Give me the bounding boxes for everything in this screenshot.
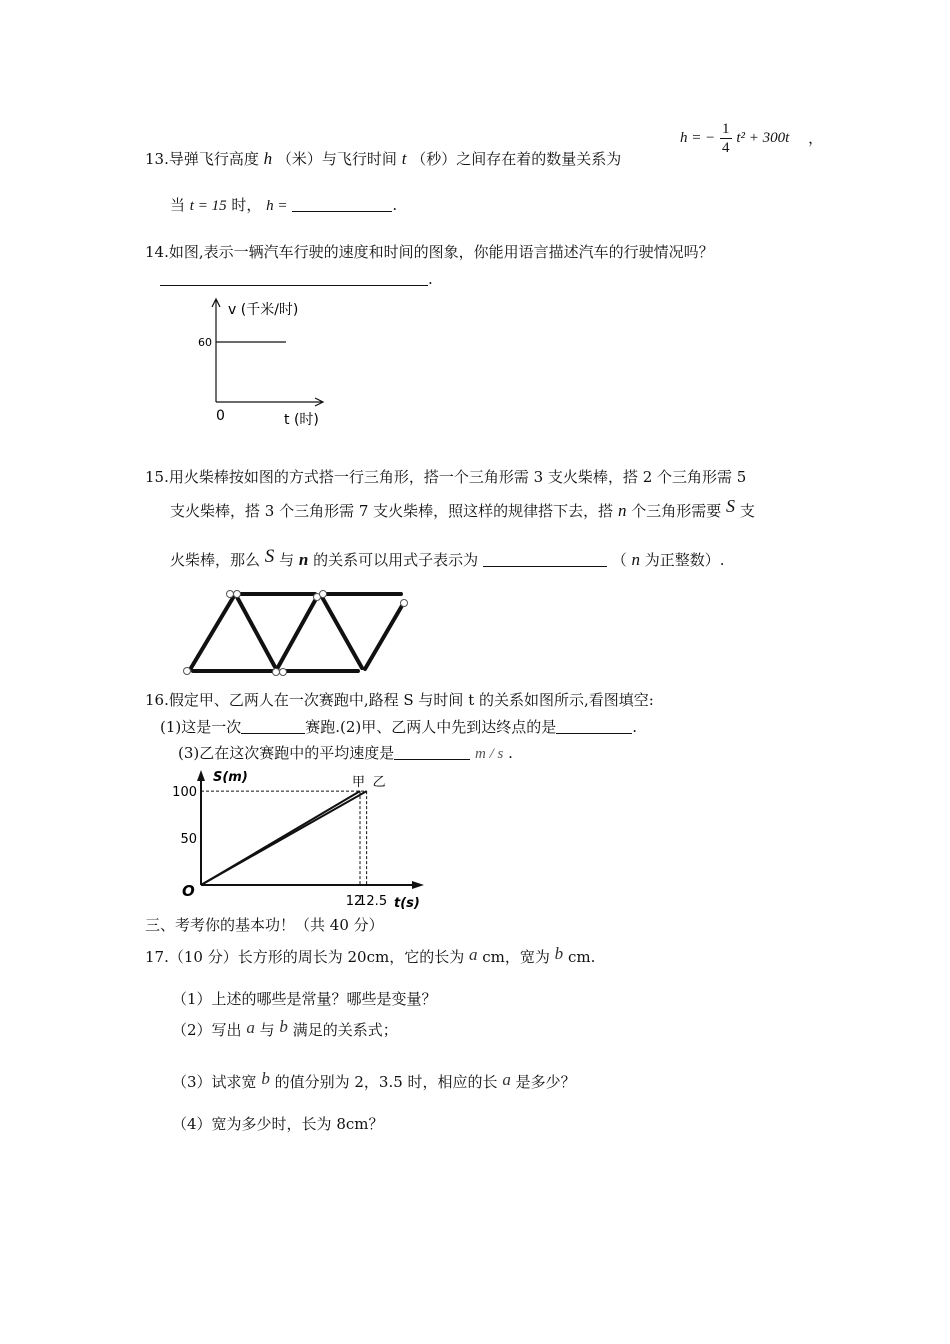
- q15-line3-e: 为正整数）.: [644, 551, 725, 569]
- q13-frac-num: 1: [722, 121, 730, 137]
- q17-sub2-var-a: a: [246, 1018, 255, 1037]
- q14-y-label: v (千米/时): [228, 302, 299, 318]
- q17-line1-a: 17.（10 分）长方形的周长为 20cm，它的长为: [145, 948, 465, 966]
- match-head-6: [184, 668, 191, 675]
- q16-blank-first[interactable]: [556, 719, 632, 734]
- q17-sub2-a: （2）写出: [172, 1021, 242, 1039]
- matchstick-1: [191, 596, 234, 668]
- q17-var-a: a: [468, 945, 478, 964]
- q17-sub2-b: 与: [259, 1021, 275, 1039]
- q17-sub3-var-b: b: [261, 1069, 270, 1088]
- q13-answer-blank[interactable]: [292, 197, 392, 212]
- q16-blank-speed[interactable]: [394, 745, 470, 760]
- race-x-label: t(s): [394, 896, 420, 910]
- race-y-arrow: [197, 770, 205, 781]
- q15-line3-a: 火柴棒，那么: [170, 551, 261, 569]
- q14-speed-graph: [180, 290, 360, 435]
- q16-race-chart: [168, 765, 438, 910]
- q17-sub4: （4）宽为多少时，长为 8cm？: [172, 1115, 384, 1133]
- q13-frac-den: 4: [722, 140, 730, 156]
- matchstick-7: [322, 597, 362, 668]
- matchstick-2: [237, 597, 275, 667]
- q16-line2-c: .: [632, 718, 638, 736]
- q15-line3-n: n: [298, 550, 309, 569]
- q15-line3-b: 与: [279, 551, 295, 569]
- q17-sub3-a: （3）试求宽: [172, 1073, 257, 1091]
- q17-sub3-var-a: a: [502, 1070, 511, 1089]
- match-head-5: [401, 600, 408, 607]
- q14-answer-end: .: [428, 270, 433, 288]
- q13-line2-a: 当: [170, 196, 186, 214]
- race-x-tick-12.5: 12.5: [358, 894, 388, 909]
- q15-line3-c: 的关系可以用式子表示为: [313, 551, 479, 569]
- q17-sub1: （1）上述的哪些是常量？哪些是变量？: [172, 990, 437, 1008]
- q13-var-h: h: [263, 149, 273, 168]
- q16-line2-b: 赛跑.(2)甲、乙两人中先到达终点的是: [305, 718, 557, 736]
- q15-answer-blank[interactable]: [483, 552, 607, 567]
- q13-formula-lhs: h = −: [680, 130, 716, 146]
- q13-formula-rhs: t² + 300t: [736, 130, 790, 146]
- q13-line1: [145, 150, 621, 167]
- q17-sub3: [172, 1070, 576, 1090]
- q16-line1: 16.假定甲、乙两人在一次赛跑中,路程 S 与时间 t 的关系如图所示,看图填空:: [145, 691, 654, 709]
- q14-answer-blank[interactable]: [160, 271, 428, 286]
- match-head-1: [227, 591, 234, 598]
- q17-line1-b: cm，宽为: [482, 948, 550, 966]
- q15-line3-S: S: [264, 546, 275, 567]
- q13-line2: [170, 197, 397, 214]
- matchstick-9: [365, 604, 403, 669]
- q14-origin: 0: [216, 408, 225, 424]
- q13-line2-b: 时，: [231, 196, 262, 214]
- q13-var-t: t: [401, 149, 407, 168]
- race-y-label: S(m): [213, 770, 248, 785]
- q15-var-n: n: [617, 501, 627, 520]
- q15-line2: [170, 497, 755, 519]
- race-x-tick-12: 12: [345, 894, 363, 909]
- q13-text-b: （米）与飞行时间: [276, 150, 397, 168]
- q16-line3-end: .: [508, 744, 513, 762]
- q13-text-c: （秒）之间存在着的数量关系为: [411, 150, 622, 168]
- q14-y-tick: 60: [198, 336, 212, 349]
- section3-title: 三、考考你的基本功！（共 40 分）: [145, 916, 384, 934]
- q15-matchstick-figure: [175, 585, 415, 680]
- q15-line3-d: （: [611, 551, 627, 569]
- q15-line2-c: 支: [739, 502, 755, 520]
- q15-line1: 15.用火柴棒按如图的方式搭一行三角形，搭一个三角形需 3 支火柴棒，搭 2 个三角形需 5: [145, 468, 747, 486]
- race-series-line-2: [201, 791, 367, 885]
- q16-unit: m / s: [475, 746, 504, 762]
- q13-formula-comma: ，: [808, 129, 824, 147]
- q14-question: 14.如图,表示一辆汽车行驶的速度和时间的图象，你能用语言描述汽车的行驶情况吗？: [145, 243, 714, 261]
- q13-text-a: 13.导弹飞行高度: [145, 150, 259, 168]
- q15-line3: [170, 547, 725, 568]
- q17-sub2-c: 满足的关系式；: [292, 1021, 398, 1039]
- q14-answer-line: [160, 271, 433, 287]
- q17-line1-c: cm.: [567, 948, 596, 966]
- q15-line3-n2: n: [631, 550, 640, 569]
- q14-x-label: t (时): [284, 412, 319, 428]
- matchstick-5: [277, 597, 317, 669]
- q13-fraction: [720, 120, 732, 157]
- q16-line3-a: (3)乙在这次赛跑中的平均速度是: [178, 744, 395, 762]
- q15-line2-a: 支火柴棒，搭 3 个三角形需 7 支火柴棒，照这样的规律搭下去，搭: [170, 502, 614, 520]
- q17-sub2: [172, 1018, 398, 1038]
- q13-line2-end: .: [392, 196, 398, 214]
- q13-line2-cond: t = 15: [189, 198, 227, 214]
- race-y-tick-50: 50: [180, 832, 197, 848]
- match-head-8: [280, 669, 287, 676]
- q16-line2: [160, 719, 637, 735]
- q17-var-b: b: [554, 944, 564, 963]
- q17-sub3-c: 是多少？: [515, 1073, 576, 1091]
- race-series-label-2: 乙: [372, 775, 386, 791]
- q16-line3: [178, 745, 513, 762]
- match-head-4: [320, 591, 327, 598]
- race-origin-label: O: [182, 882, 195, 900]
- race-y-tick-100: 100: [172, 785, 197, 801]
- match-head-2: [234, 591, 241, 598]
- q15-var-S: S: [726, 496, 736, 516]
- q13-line2-h: h =: [266, 198, 288, 214]
- q15-line2-b: 个三角形需要: [631, 502, 722, 520]
- q17-sub2-var-b: b: [279, 1017, 288, 1036]
- q16-blank-race[interactable]: [241, 719, 305, 734]
- q17-sub3-b: 的值分别为 2，3.5 时，相应的长: [274, 1073, 498, 1091]
- race-x-arrow: [412, 881, 424, 889]
- q16-line2-a: (1)这是一次: [160, 718, 242, 736]
- q17-line1: [145, 945, 595, 965]
- q13-formula: [680, 120, 823, 157]
- match-head-7: [273, 669, 280, 676]
- race-series-label-1: 甲: [352, 775, 366, 791]
